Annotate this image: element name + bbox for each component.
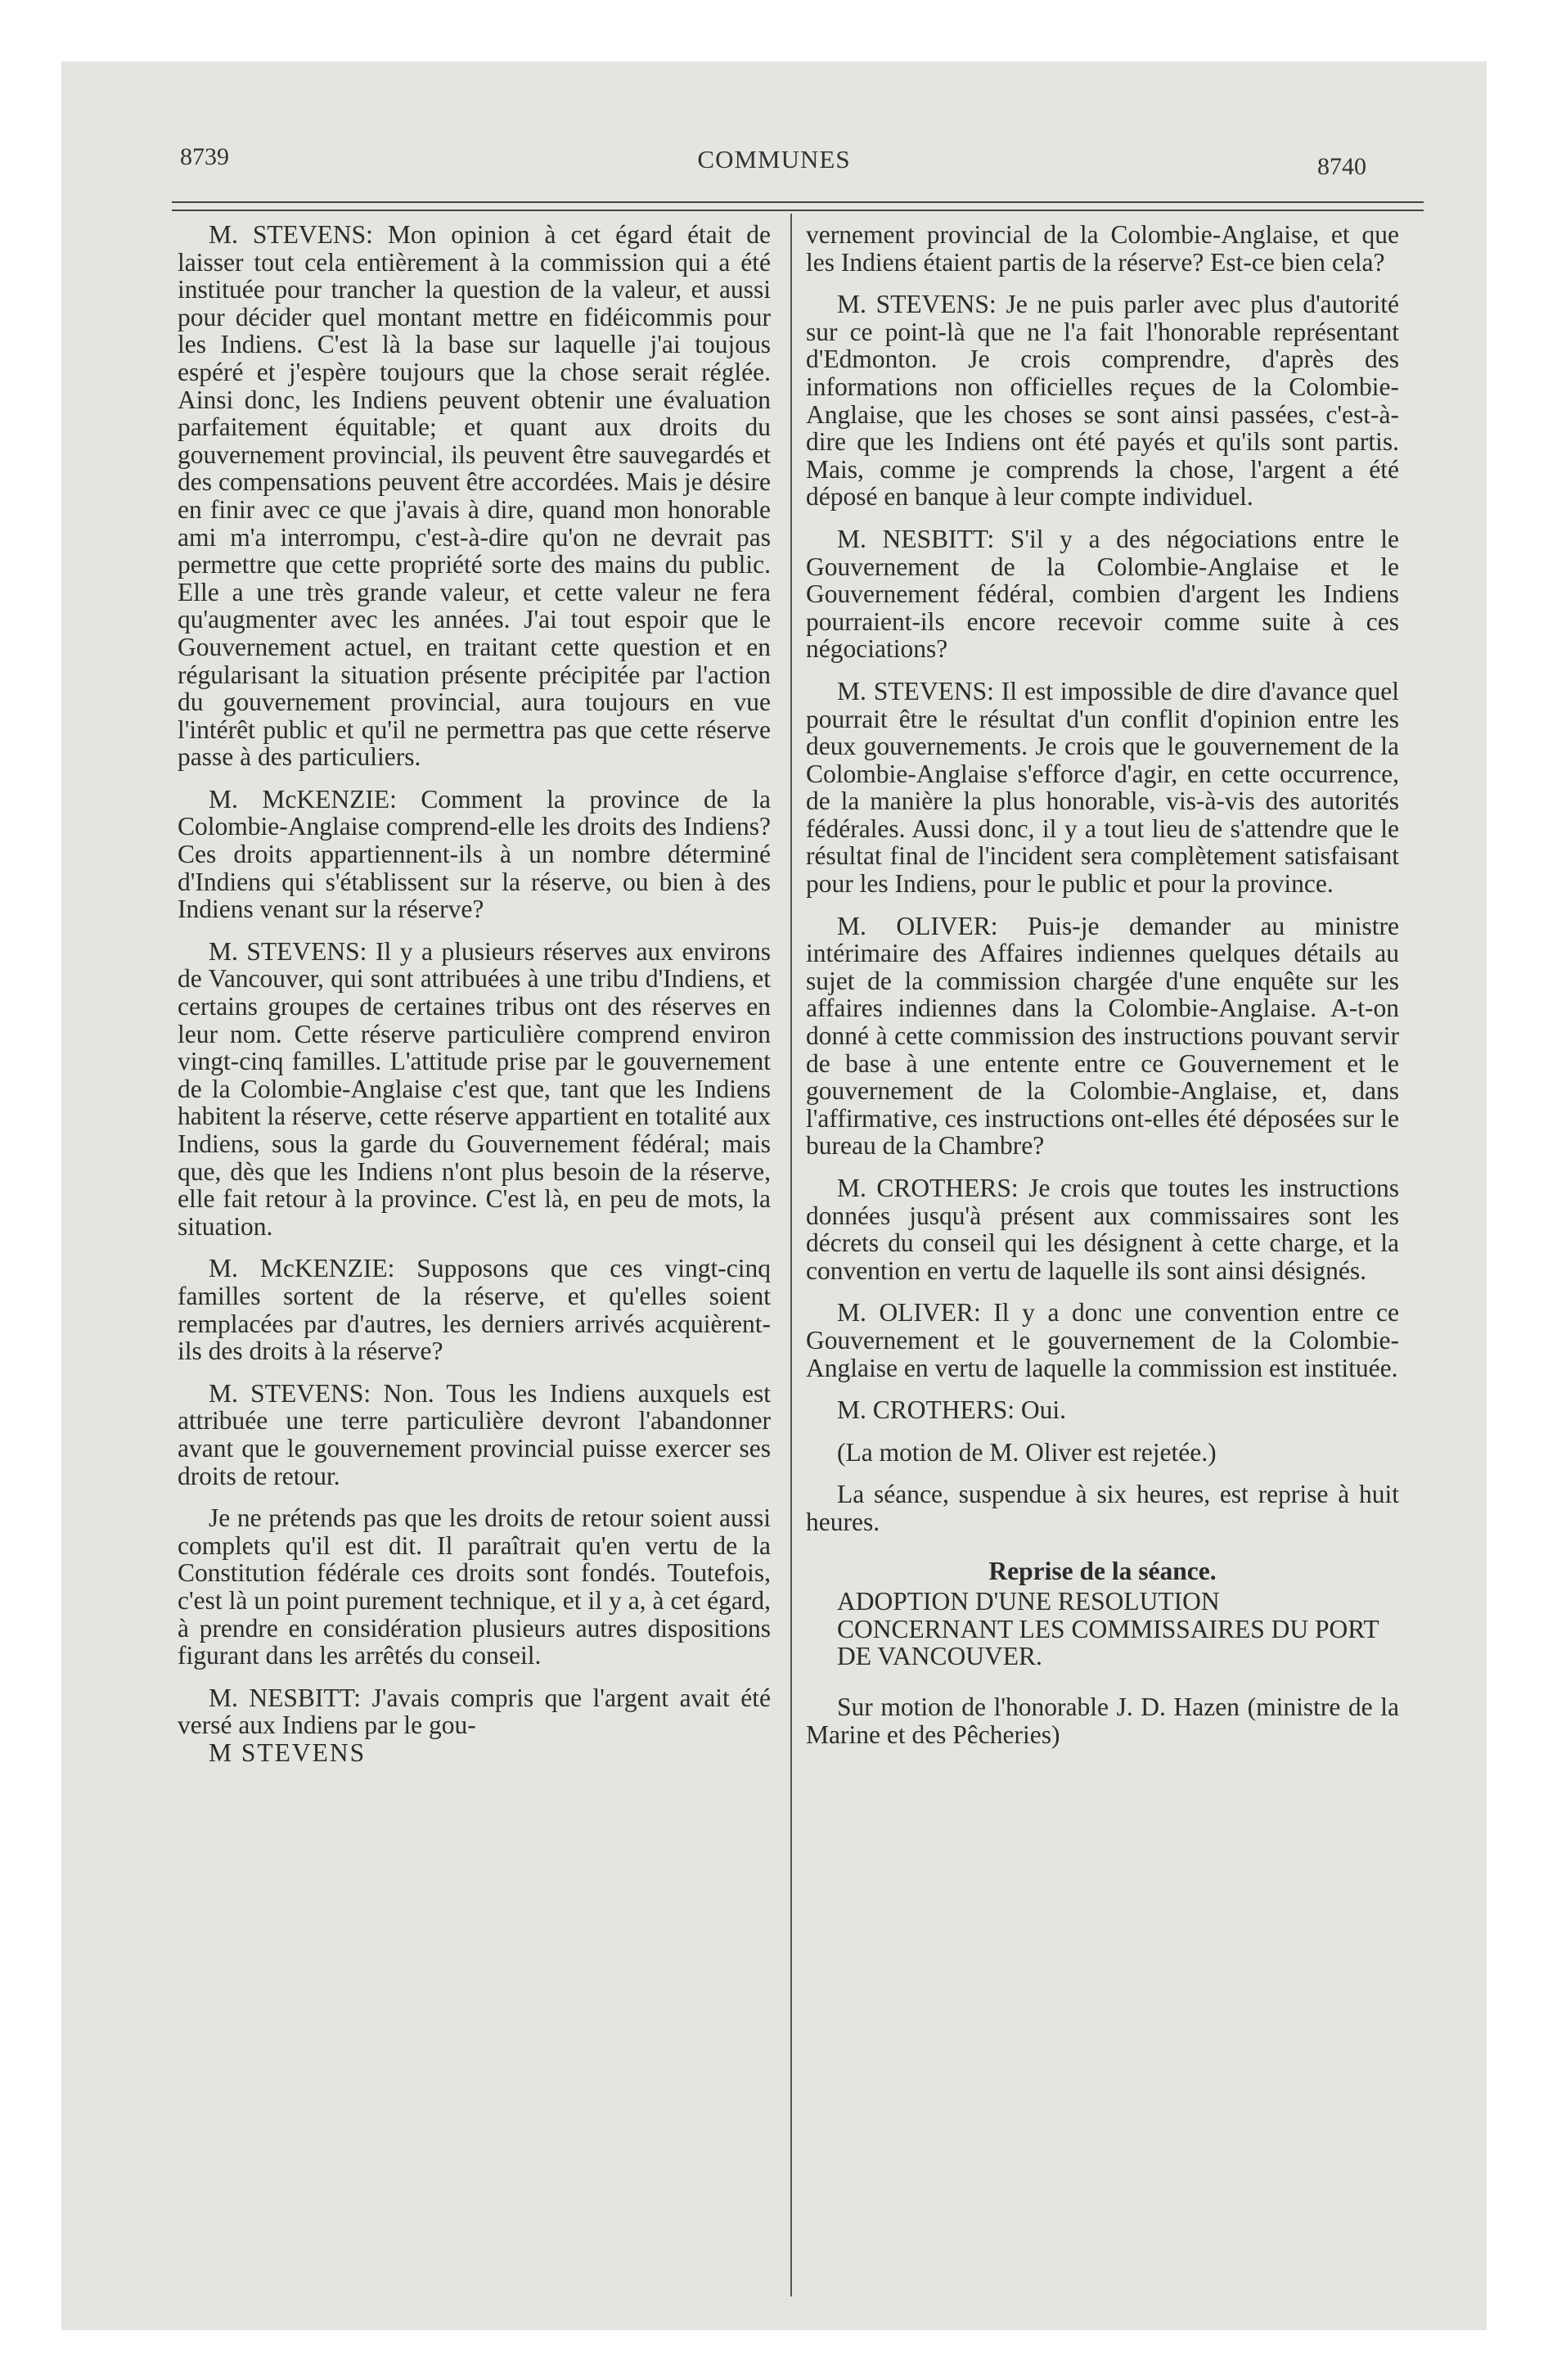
- paragraph-oliver-2: M. OLIVER: Il y a donc une convention entre ce Gouvernement et le gouvernement de la Colombie-Anglaise en vertu de laquelle la commission est instituée.: [806, 1298, 1399, 1382]
- paragraph-hazen-motion: Sur motion de l'honorable J. D. Hazen (ministre de la Marine et des Pêcheries): [806, 1692, 1399, 1749]
- left-column: [178, 221, 771, 1781]
- paragraph-stevens-5: M. STEVENS: Je ne puis parler avec plus d'autorité sur ce point-là que ne l'a fait l'honorable représentant d'Edmonton. Je crois comprendre, d'après des informations non officielles reçues de la Colombie-Anglaise, que les choses se sont ainsi passées, c'est-à-dire que les Indiens ont été payés et qu'ils sont partis. Mais, comme je comprends la chose, l'argent a été déposé en banque à leur compte individuel.: [806, 290, 1399, 512]
- paragraph-mckenzie-1: M. McKENZIE: Comment la province de la Colombie-Anglaise comprend-elle les droits des Indiens? Ces droits appartiennent-ils à un nombre déterminé d'Indiens qui s'établissent sur la réserve, ou bien à des Indiens venant sur la réserve?: [178, 784, 771, 924]
- paragraph-motion-rejected: (La motion de M. Oliver est rejetée.): [837, 1437, 1217, 1467]
- resolution-title: ADOPTION D'UNE RESOLUTION CONCERNANT LES COMMISSAIRES DU PORT DE VANCOUVER.: [837, 1587, 1379, 1671]
- paragraph-stevens-6: M. STEVENS: Il est impossible de dire d'avance quel pourrait être le résultat d'un conflit d'opinion entre les deux gouvernements. Je crois que le gouvernement de la Colombie-Anglaise s'efforce d'agir, en cette occurrence, de la manière la plus honorable, vis-à-vis des autorités fédérales. Aussi donc, il y a tout lieu de s'attendre que le résultat final de l'incident sera complètement satisfaisant pour les Indiens, pour le public et pour la province.: [806, 676, 1399, 899]
- paragraph-stevens-1: M. STEVENS: Mon opinion à cet égard était de laisser tout cela entièrement à la commission qui a été instituée pour trancher la question de la valeur, et aussi pour décider quel montant mettre en fidéicommis pour les Indiens. C'est là la base sur laquelle j'ai toujous espéré et j'espère toujours que la chose serait réglée. Ainsi donc, les Indiens peuvent obtenir une évaluation parfaitement équitable; et quant aux droits du gouvernement provincial, ils peuvent être sauvegardés et des compensations peuvent être accordées. Mais je désire en finir avec ce que j'avais à dire, quand mon honorable ami m'a interrompu, c'est-à-dire qu'on ne devrait pas permettre que cette propriété sorte des mains du public. Elle a une très grande valeur, et cette valeur ne fera qu'augmenter avec les années. J'ai tout espoir que le Gouvernement actuel, en traitant cette question et en régularisant la situation présente précipitée par l'action du gouvernement provincial, aura toujours en vue l'intérêt public et qu'il ne permettra pas que cette réserve passe à des particuliers.: [178, 220, 771, 772]
- header-rule-bottom: [172, 210, 1424, 211]
- page-header: [61, 143, 1487, 192]
- paragraph-stevens-3: M. STEVENS: Non. Tous les Indiens auxquels est attribuée une terre particulière devront l'abandonner avant que le gouvernement provincial puisse exercer ses droits de retour.: [178, 1378, 771, 1490]
- paragraph-stevens-2: M. STEVENS: Il y a plusieurs réserves aux environs de Vancouver, qui sont attribuées à une tribu d'Indiens, et certains groupes de certaines tribus ont des réserves en leur nom. Cette réserve particulière comprend environ vingt-cinq familles. L'attitude prise par le gouvernement de la Colombie-Anglaise c'est que, tant que les Indiens habitent la réserve, cette réserve appartient en totalité aux Indiens, sous la garde du Gouvernement fédéral; mais que, dès que les Indiens n'ont plus besoin de la réserve, elle fait retour à la province. C'est là, en peu de mots, la situation.: [178, 936, 772, 1241]
- paragraph-stevens-4: Je ne prétends pas que les droits de retour soient aussi complets qu'il est dit. Il paraîtrait qu'en vertu de la Constitution fédérale ces droits sont fondés. Toutefois, c'est là un point purement technique, et il y a, à cet égard, à prendre en considération plusieurs autres dispositions figurant dans les arrêtés du conseil.: [178, 1503, 771, 1670]
- scanned-page: [61, 61, 1487, 2330]
- paragraph-nesbitt-2: M. NESBITT: S'il y a des négociations entre le Gouvernement de la Colombie-Anglaise et le Gouvernement fédéral, combien d'argent les Indiens pourraient-ils encore recevoir comme suite à ces négociations?: [806, 524, 1399, 664]
- running-title: COMMUNES: [697, 145, 851, 174]
- paragraph-oliver-1: M. OLIVER: Puis-je demander au ministre intérimaire des Affaires indiennes quelques détails au sujet de la commission chargée d'une enquête sur les affaires indiennes dans la Colombie-Anglaise. A-t-on donné à cette commission des instructions pouvant servir de base à une entente entre ce Gouvernement et le gouvernement de la Colombie-Anglaise, et, dans l'affirmative, ces instructions ont-elles été déposées sur le bureau de la Chambre?: [806, 911, 1399, 1161]
- section-heading: Reprise de la séance.: [988, 1556, 1217, 1585]
- paragraph-nesbitt-1: M. NESBITT: J'avais compris que l'argent avait été versé aux Indiens par le gou-: [178, 1683, 771, 1740]
- paragraph-sitting-suspended: La séance, suspendue à six heures, est reprise à huit heures.: [806, 1480, 1399, 1536]
- paragraph-crothers-1: M. CROTHERS: Je crois que toutes les instructions données jusqu'à présent aux commissaires sont les décrets du conseil qui les désignent à cette charge, et la convention en vertu de laquelle ils sont ainsi désignés.: [806, 1174, 1399, 1285]
- catchword: M STEVENS: [209, 1738, 367, 1767]
- header-rule-top: [172, 201, 1424, 203]
- column-divider: [790, 214, 792, 2297]
- left-page-number: 8739: [180, 143, 229, 170]
- paragraph-mckenzie-2: M. McKENZIE: Supposons que ces vingt-cinq familles sortent de la réserve, et qu'elles soient remplacées par d'autres, les derniers arrivés acquièrent-ils des droits à la réserve?: [178, 1254, 771, 1366]
- paragraph-crothers-2: M. CROTHERS: Oui.: [837, 1395, 1067, 1425]
- right-column: [806, 221, 1399, 1763]
- paragraph-continuation: vernement provincial de la Colombie-Anglaise, et que les Indiens étaient partis de la réserve? Est-ce bien cela?: [806, 220, 1399, 277]
- right-page-number: 8740: [1317, 153, 1366, 180]
